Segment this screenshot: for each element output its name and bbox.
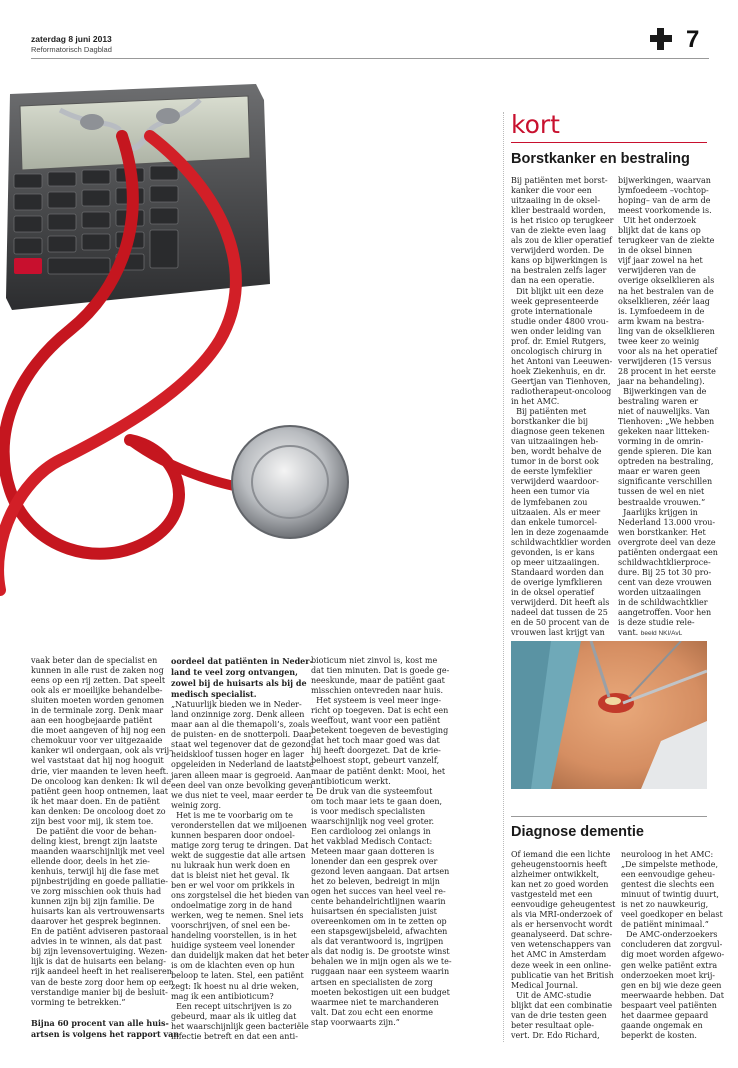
column-divider: [503, 112, 504, 1042]
borstkanker-column-right: [618, 176, 718, 639]
main-article-column-2: [171, 656, 314, 1042]
main-article-column-3: bioticum niet zinvol is, kost me dat tien minuten. Dat is goede ge- neeskunde, maar de patiënt gaat misschien ontevreden naar huis. Het systeem is veel meer inge- richt op toegeven. Dat is echt een weeffout, want voor een patiënt betekent toegeven de bevestiging dat het toch maar goed was dat hij heeft doorgezet. Dat de krie- belhoest stopt, gebeurt vanzelf, maar de patiënt denkt: Mooi, het antibioticum werkt. De druk van die systeemfout om toch maar iets te gaan doen, is voor medisch specialisten waarschijnlijk nog veel groter. Een cardioloog zei onlangs in het vakblad Medisch Contact: Meteen maar gaan dotteren is lonender dan een gesprek over gezond leven aangaan. Dat artsen het zo beleven, bedreigt in mijn ogen het succes van heel veel re- cente behandelrichtlijnen waarin huisartsen én specialisten juist overeenkomen om in te zetten op een stapsgewijsbeleid, afwachten als dat verantwoord is, ingrijpen als dat nodig is. De grootste winst behalen we in mijn ogen als we te- ruggaan naar een systeem waarin artsen en specialisten de zorg moeten bekostigen uit een budget waarmee niet te marchanderen valt. Dat zou echt een enorme stap voorwaarts zijn.”: [311, 656, 452, 1027]
photo-credit: beeld NKI/AvL: [640, 630, 683, 638]
headline-borstkanker: Borstkanker en bestraling: [511, 151, 690, 167]
section-label: kort: [511, 110, 560, 139]
borstkanker-right-text: bijwerkingen, waarvan lymfoedeem –vochtop- hoping– van de arm de meest voorkomende is. Uit het onderzoek blijkt dat de kans op terugkeer van de ziekte in de oksel binnen vijf jaar zowel na het verwijderen van de overige okselklieren als na het bestralen van de okselklieren, zéér laag is. Lymfoedeem in de arm kwam na bestra- ling van de okselklieren twee keer zo weinig voor als na het operatief verwijderen (15 versus 28 procent in het eerste jaar na behandeling). Bijwerkingen van de bestraling waren er niet of nauwelijks. Van Tienhoven: „We hebben gekeken naar litteken- vorming in de omrin- gende spieren. Die kan optreden na bestraling, maar er waren geen significante verschillen tussen de wel en niet bestraalde vrouwen.” Jaarlijks krijgen in Nederland 13.000 vrou- wen borstkanker. Het overgrote deel van deze patiënten ondergaat een schildwachtklierproce- dure. Bij 25 tot 30 pro- cent van deze vrouwen worden uitzaaiingen in de schildwachtklier aangetroffen. Voor hen is deze studie rele- vant.: [618, 176, 718, 638]
plus-icon: [650, 28, 672, 50]
headline-dementie: Diagnose dementie: [511, 824, 644, 840]
page-number: 7: [686, 26, 700, 53]
issue-date: zaterdag 8 juni 2013: [31, 34, 112, 44]
dementie-rule: [511, 816, 707, 817]
newspaper-name: Reformatorisch Dagblad: [31, 45, 112, 54]
calculator-stethoscope-photo: [0, 70, 470, 650]
main-col2-text: „Natuurlijk bieden we in Neder- land onzinnige zorg. Denk alleen maar aan al die themapoli’s, zoals de puisten- en de snotterpoli. Daar staat wel tegenover dat de gezond- heidskloof tussen hoger en lager opgeleiden in Nederland de laatste jaren alleen maar is gegroeid. Aan een deel van onze bevolking geven we dus niet te veel, maar eerder te weinig zorg. Het is me te voorbarig om te veronderstellen dat we miljoenen kunnen besparen door ondoel- matige zorg terug te dringen. Dat wekt de suggestie dat alle artsen nu lukraak hun werk doen en dat is bleist niet het geval. Ik ben er wel voor om prikkels in ons zorgstelsel die het bieden van ondoelmatige zorg in de hand werken, weg te nemen. Snel iets voorschrijven, of snel een be- handeling voorstellen, is in het huidige systeem veel lonender dan duidelijk maken dat het beter is om de klachten even op hun beloop te laten. Stel, een patiënt zegt: Ik hoest nu al drie weken, mag ik een antibioticum? Een recept uitschrijven is zo gebeurd, maar als ik uitleg dat het waarschijnlijk geen bacteriële infectie betreft en dat een anti-: [171, 700, 314, 1041]
main-article-column-1: [31, 656, 180, 1040]
dementie-column-right: neuroloog in het AMC: „De simpelste methode, een eenvoudige geheu- gentest die slechts een minuut of twintig duurt, is net zo nauwkeurig, veel goedkoper en belast de patiënt minimaal.” De AMC-onderzoekers concluderen dat zorgvul- dig moet worden afgewo- gen welke patiënt extra onderzoeken moet krij- gen en bij wie deze geen meerwaarde hebben. Dat bespaart veel patiënten het daarmee gepaard gaande ongemak en beperkt de kosten.: [621, 850, 725, 1040]
dementie-column-left: Of iemand die een lichte geheugenstoornis heeft alzheimer ontwikkelt, kan net zo goed worden vastgesteld met een eenvoudige geheugentest als via MRI-onderzoek of als er hersenvocht wordt geanalyseerd. Dat schre- ven wetenschappers van het AMC in Amsterdam deze week in een online- publicatie van het British Medical Journal. Uit de AMC-studie blijkt dat een combinatie van de drie testen geen beter resultaat ople- vert. Dr. Edo Richard,: [511, 850, 616, 1040]
surgery-photo: [511, 641, 707, 789]
borstkanker-column-left: Bij patiënten met borst- kanker die voor een uitzaaiing in de oksel- klier bestraald worden, is het risico op terugkeer van de ziekte even laag als zou de klier operatief verwijderd worden. De kans op bijwerkingen is na bestralen zelfs lager dan na een operatie. Dit blijkt uit een deze week gepresenteerde grote internationale studie onder 4800 vrou- wen onder leiding van prof. dr. Emiel Rutgers, oncologisch chirurg in het Antoni van Leeuwen- hoek Ziekenhuis, en dr. Geertjan van Tienhoven, radiotherapeut-oncoloog in het AMC. Bij patiënten met borstkanker die bij diagnose geen tekenen van uitzaaiingen heb- ben, wordt behalve de tumor in de borst ook de eerste lymfeklier verwijderd waardoor- heen een tumor via de lymfebanen zou uitzaaien. Als er meer dan enkele tumorcel- len in deze zogenaamde schildwachtklier worden gevonden, is er kans op meer uitzaaiingen. Standaard worden dan de overige lymfklieren in de oksel operatief verwijderd. Dit heeft als nadeel dat tussen de 25 en de 50 procent van de vrouwen last krijgt van: [511, 176, 614, 638]
header-rule: [31, 58, 709, 59]
main-col1-bold: Bijna 60 procent van alle huis- artsen is volgens het rapport van: [31, 1017, 180, 1039]
main-col2-bold: oordeel dat patiënten in Neder- land te veel zorg ontvangen, zowel bij de huisarts als bij de medisch specialist.: [171, 656, 313, 700]
section-rule: [511, 142, 707, 143]
main-col1-text: vaak beter dan de specialist en kunnen in alle rust de zaken nog eens op een rij zetten. Dat speelt ook als er moeilijke behandelbe- sluiten moeten worden genomen in de terminale zorg. Denk maar aan een hoogbejaarde patiënt die moet aangeven of hij nog een chemokuur voor ver uitgezaaide kanker wil ondergaan, ook als vrij- wel vaststaat dat hij nog hooguit drie, vier maanden te leven heeft. De oncoloog kan denken: Ik wil de patiënt geen hoop ontnemen, laat ik het maar doen. En de patiënt kan denken: De oncoloog doet zo zijn best voor mij, ik stem toe. De patiënt die voor de behan- deling kiest, brengt zijn laatste maanden waarschijnlijk met veel ellende door, deels in het zie- kenhuis, terwijl hij die fase met pijnbestrijding en goede palliatie- ve zorg misschien ook thuis had kunnen zijn bij zijn familie. De huisarts kan als vertrouwensarts daarover het gesprek beginnen. En de patiënt adviseren pastoraal advies in te winnen, als dat past bij zijn levensovertuiging. Wezen- lijk is dat de huisarts een belang- rijk aandeel heeft in het realiseren van de beste zorg door hem op een verstandige manier bij de besluit- vorming te betrekken.”: [31, 656, 174, 1007]
